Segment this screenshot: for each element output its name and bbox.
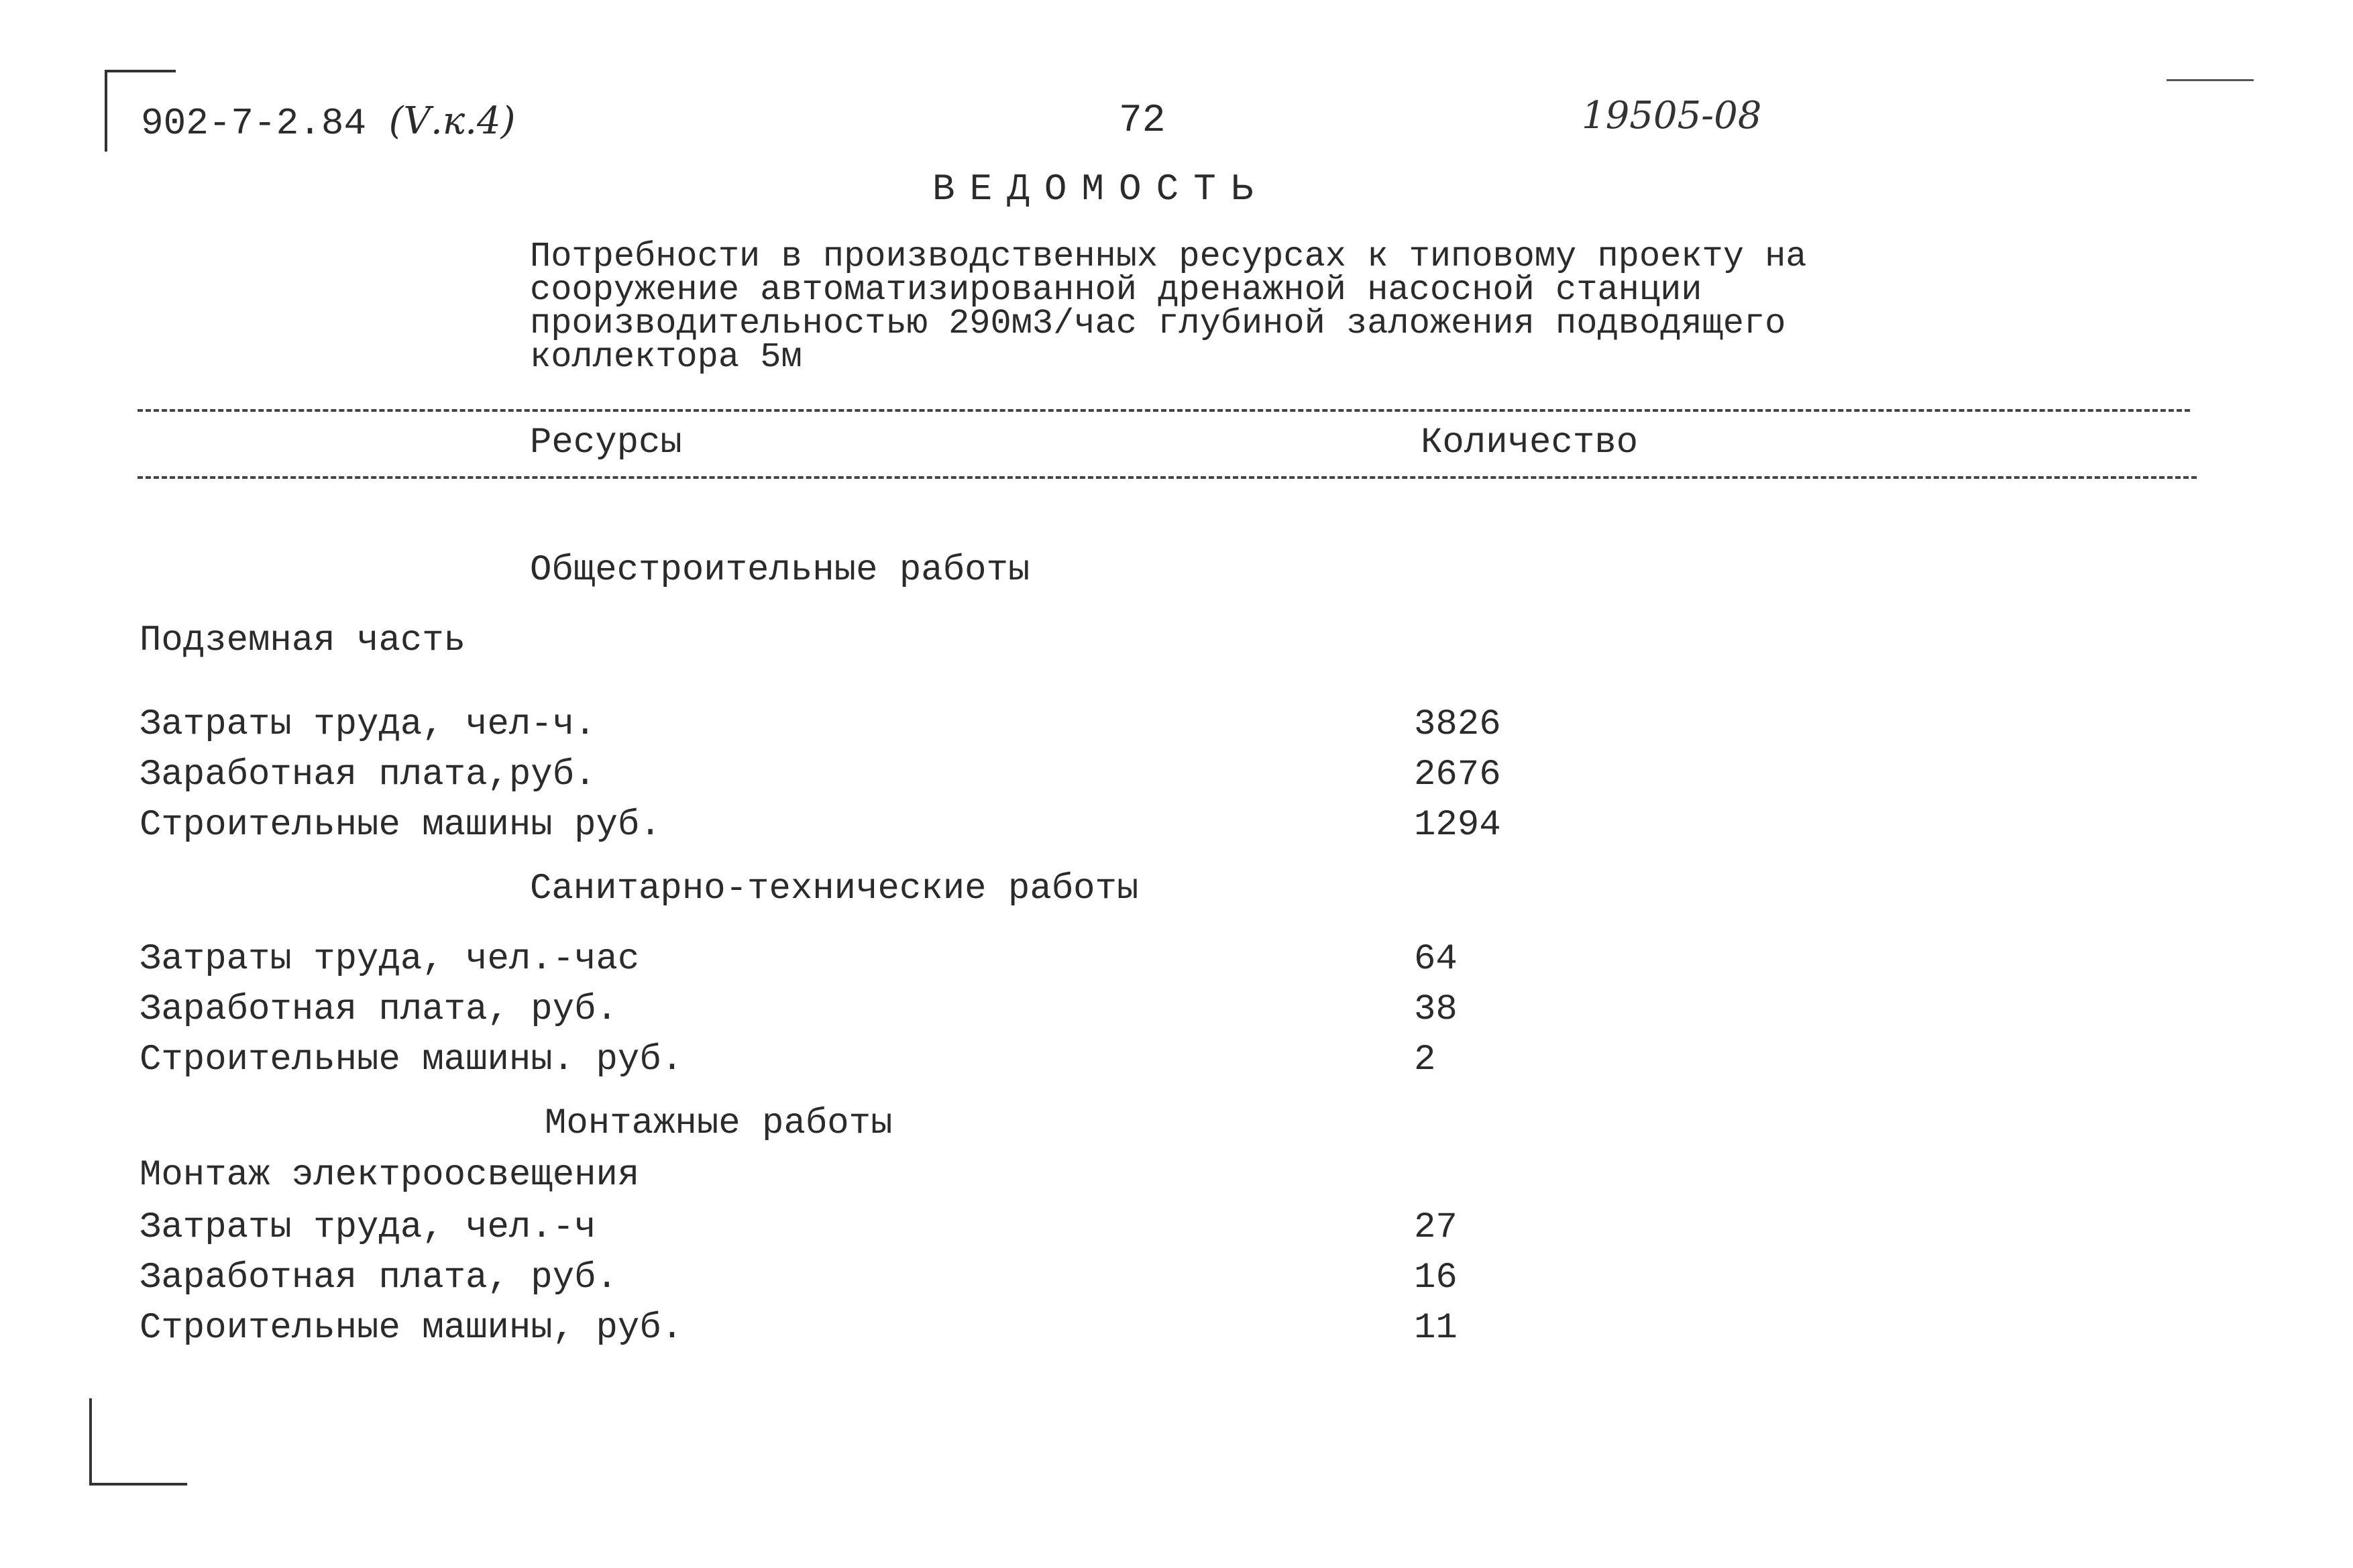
document-code-handwritten: (Ⅴ.к.4) xyxy=(388,99,516,143)
row-label: Затраты труда, чел-ч. xyxy=(140,704,596,745)
row-label: Строительные машины, руб. xyxy=(140,1308,683,1349)
column-header-quantity: Количество xyxy=(1421,423,1639,463)
section-subheading: Подземная часть xyxy=(140,620,466,661)
row-label: Строительные машины руб. xyxy=(140,805,661,846)
section-title: Санитарно-технические работы xyxy=(530,869,1139,909)
document-subtitle: Потребности в производственных ресурсах к типовому проекту на сооружение автоматизированной дренажной насосной станции производительностью 290м3/час глубиной заложения подводящего коллектора 5м xyxy=(530,237,1807,377)
section-subheading: Монтаж электроосвещения xyxy=(140,1155,640,1196)
row-value: 38 xyxy=(1414,989,1458,1030)
document-code-number: 902-7-2.84 xyxy=(141,102,367,145)
row-value: 2 xyxy=(1414,1040,1436,1080)
inventory-number: 19505-08 xyxy=(1582,94,1762,137)
page-number: 72 xyxy=(1119,99,1166,143)
column-header-resources: Ресурсы xyxy=(530,423,682,463)
row-value: 3826 xyxy=(1414,704,1501,745)
row-label: Заработная плата,руб. xyxy=(140,754,596,795)
row-label: Затраты труда, чел.-ч xyxy=(140,1207,596,1248)
section-title: Общестроительные работы xyxy=(530,550,1030,591)
corner-bracket-top-left xyxy=(105,70,107,152)
row-label: Строительные машины. руб. xyxy=(140,1040,683,1080)
row-value: 64 xyxy=(1414,939,1458,980)
document-code xyxy=(141,99,515,145)
table-top-rule xyxy=(138,409,2190,412)
corner-bracket-top-left-horizontal xyxy=(105,70,176,72)
corner-mark-top-right xyxy=(2167,79,2254,81)
row-value: 1294 xyxy=(1414,805,1501,846)
corner-bracket-bottom-left-horizontal xyxy=(89,1483,187,1486)
row-value: 16 xyxy=(1414,1257,1458,1298)
row-label: Заработная плата, руб. xyxy=(140,989,618,1030)
row-value: 27 xyxy=(1414,1207,1458,1248)
row-value: 11 xyxy=(1414,1308,1458,1349)
document-title: ВЕДОМОСТЬ xyxy=(932,168,1268,211)
row-label: Заработная плата, руб. xyxy=(140,1257,618,1298)
corner-bracket-bottom-left xyxy=(89,1398,92,1486)
row-value: 2676 xyxy=(1414,754,1501,795)
table-header-rule xyxy=(138,476,2197,479)
row-label: Затраты труда, чел.-час xyxy=(140,939,640,980)
section-title: Монтажные работы xyxy=(545,1103,893,1144)
